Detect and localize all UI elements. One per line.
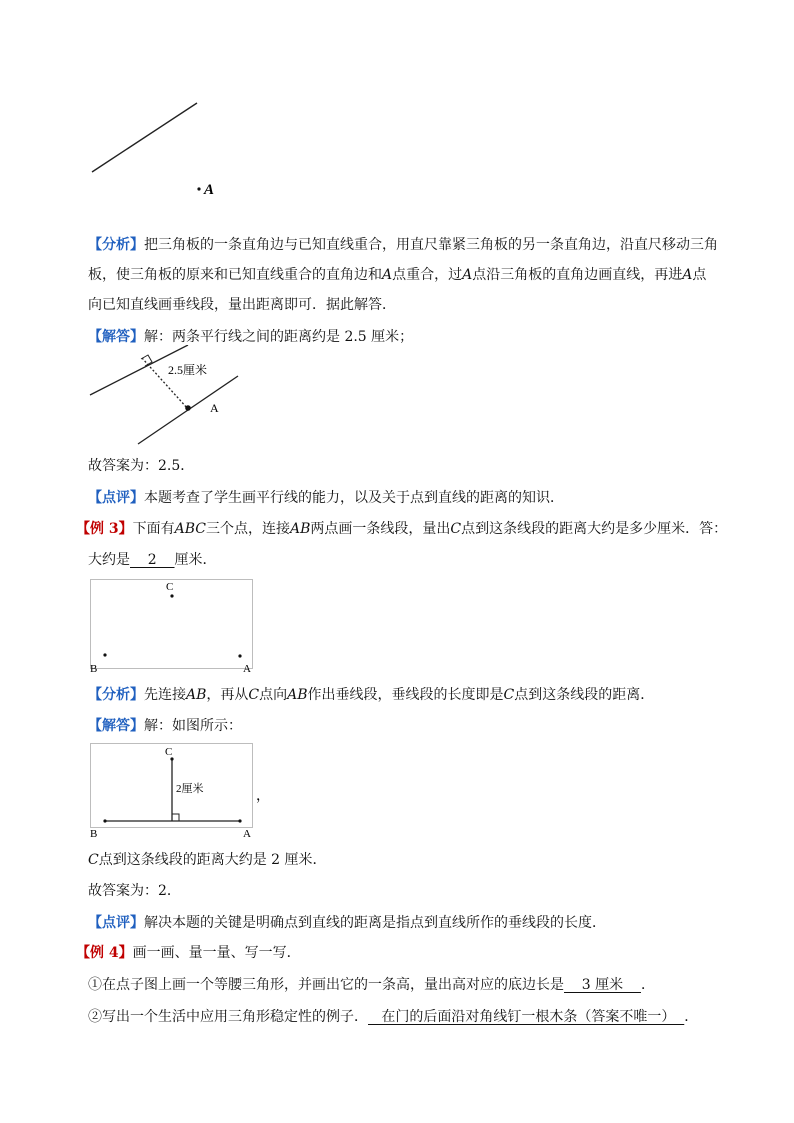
analysis-1-line-2 bbox=[88, 265, 706, 285]
conclusion-3 bbox=[88, 850, 327, 870]
point-a-dot bbox=[185, 405, 191, 411]
analysis-1-text-1: 把三角板的一条直角边与已知直线重合，用直尺靠紧三角板的另一条直角边，沿直尺移动三角 bbox=[144, 237, 718, 253]
point-b bbox=[103, 653, 106, 656]
an3-g: 作出垂线段，垂线段的长度即是 bbox=[307, 687, 504, 703]
ex4-item1-a: ①在点子图上画一个等腰三角形，并画出它的一条高，量出高对应的底边长是 bbox=[88, 977, 564, 993]
ex3-line2a: 大约是 bbox=[88, 552, 130, 568]
ex3-f: C bbox=[450, 521, 462, 537]
analysis-1-var-a3: A bbox=[682, 267, 693, 283]
example-4-tag: 【例 4】 bbox=[76, 945, 133, 961]
point-c-label: C bbox=[166, 581, 174, 593]
ex3-line2b: 厘米． bbox=[174, 552, 217, 568]
example-3-line-2 bbox=[88, 550, 217, 570]
con3-c: C bbox=[88, 852, 99, 868]
an3-b: AB bbox=[186, 687, 207, 703]
analysis-tag: 【分析】 bbox=[88, 687, 144, 703]
answer-3-text: 解：如图所示： bbox=[144, 718, 242, 734]
answer-tag: 【解答】 bbox=[88, 718, 144, 734]
given-line bbox=[92, 103, 197, 172]
trailing-comma: ， bbox=[256, 789, 270, 804]
analysis-1-line-3: 向已知直线画垂线段，量出距离即可．据此解答． bbox=[88, 297, 396, 313]
ex3-e: 两点画一条线段，量出 bbox=[310, 521, 451, 537]
example-4-item-1 bbox=[88, 975, 655, 995]
analysis-1-var-a1: A bbox=[382, 267, 393, 283]
an3-h: C bbox=[503, 687, 515, 703]
point-a-label: A bbox=[204, 182, 215, 198]
comment-tag: 【点评】 bbox=[88, 915, 144, 931]
con3-text: 点到这条线段的距离大约是 2 厘米． bbox=[98, 852, 327, 868]
analysis-1-text-2c: 点重合，过 bbox=[392, 267, 463, 283]
point-a-label: A bbox=[243, 663, 251, 675]
analysis-1-text-2a: 板，使三角板的原来和已知直线重合的直角边和 bbox=[88, 267, 382, 283]
distance-label: 2.5厘米 bbox=[168, 363, 208, 377]
point-c bbox=[170, 594, 173, 597]
example-3-tag: 【例 3】 bbox=[76, 521, 133, 537]
ex4-item1-blank: 3 厘米 bbox=[564, 977, 641, 993]
ex4-item1-b: ． bbox=[640, 977, 655, 993]
example-4-item-2 bbox=[88, 1007, 698, 1027]
comment-1-text: 本题考查了学生画平行线的能力，以及关于点到直线的距离的知识． bbox=[144, 490, 564, 506]
ex3-c: 三个点，连接 bbox=[206, 521, 290, 537]
ex3-a: 下面有 bbox=[132, 521, 175, 537]
analysis-tag: 【分析】 bbox=[88, 237, 144, 253]
answer-blank-2: 2 bbox=[130, 552, 175, 568]
point-b-label: B bbox=[90, 663, 98, 675]
analysis-1-text-2g: 点 bbox=[692, 267, 707, 283]
an3-a: 先连接 bbox=[144, 687, 186, 703]
result-3: 故答案为：2． bbox=[88, 883, 181, 899]
analysis-3 bbox=[88, 685, 654, 705]
point-a bbox=[197, 187, 200, 190]
point-a-label: A bbox=[210, 401, 219, 415]
an3-i: 点到这条线段的距离． bbox=[514, 687, 655, 703]
ex4-item2-a: ②写出一个生活中应用三角形稳定性的例子． bbox=[88, 1009, 368, 1025]
example-4-title bbox=[76, 943, 301, 963]
point-b-label: B bbox=[90, 828, 98, 840]
answer-1-text: 解：两条平行线之间的距离约是 2.5 厘米； bbox=[144, 329, 414, 345]
right-angle-mark bbox=[172, 814, 179, 821]
point-a bbox=[238, 654, 241, 657]
analysis-1-var-a2: A bbox=[462, 267, 473, 283]
an3-e: 点向 bbox=[259, 687, 288, 703]
comment-3-text: 解决本题的关键是明确点到直线的距离是指点到直线所作的垂线段的长度． bbox=[144, 915, 606, 931]
result-1: 故答案为：2.5． bbox=[88, 458, 195, 474]
answer-1 bbox=[88, 327, 413, 347]
an3-d: C bbox=[248, 687, 260, 703]
example-3-line-1 bbox=[76, 519, 727, 539]
figure-line-and-point bbox=[80, 95, 230, 205]
analysis-1-line-1 bbox=[88, 235, 718, 255]
ex4-item2-b: ． bbox=[684, 1009, 699, 1025]
ex4-item2-blank: 在门的后面沿对角线钉一根木条（答案不唯一） bbox=[368, 1009, 685, 1025]
answer-tag: 【解答】 bbox=[88, 329, 144, 345]
distance-label: 2厘米 bbox=[176, 783, 204, 795]
answer-3 bbox=[88, 716, 242, 736]
comment-tag: 【点评】 bbox=[88, 490, 144, 506]
an3-f: AB bbox=[287, 687, 308, 703]
point-a-label: A bbox=[243, 828, 251, 840]
figure-parallel-lines bbox=[88, 345, 248, 450]
figure-perpendicular bbox=[88, 740, 288, 840]
point-b bbox=[103, 819, 106, 822]
ex3-g: 点到这条线段的距离大约是多少厘米．答： bbox=[461, 521, 728, 537]
ex3-d: AB bbox=[290, 521, 311, 537]
point-a bbox=[238, 819, 241, 822]
comment-3 bbox=[88, 913, 606, 933]
point-c-label: C bbox=[165, 746, 173, 758]
figure-three-points bbox=[88, 576, 258, 676]
an3-c: ，再从 bbox=[206, 687, 249, 703]
ex3-b: ABC bbox=[174, 521, 206, 537]
example-4-text: 画一画、量一量、写一写． bbox=[132, 945, 301, 961]
comment-1 bbox=[88, 488, 564, 508]
analysis-1-text-2e: 点沿三角板的直角边画直线，再进 bbox=[472, 267, 683, 283]
